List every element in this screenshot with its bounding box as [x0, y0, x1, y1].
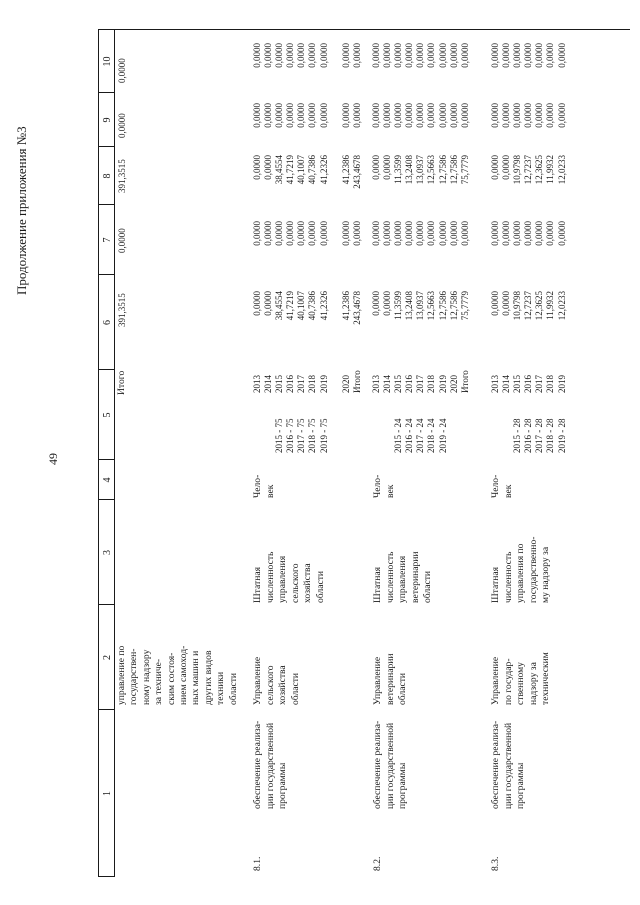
row-col7-values: 0,0000 0,0000 0,0000 0,0000 0,0000 0,0000 0,0000 0,0000 0,0000	[252, 221, 362, 246]
row-years: 2013 2014 2015 2016 2017 2018 2019 2020 Итого	[252, 370, 362, 393]
row-years: 2013 2014 2015 2016 2017 2018 2019 2020 Итого	[371, 370, 470, 393]
row-number: 8.3.	[490, 856, 501, 871]
row-col6-values: 0,0000 0,0000 10,9798 12,7237 12,3625 11,9932 12,0233	[490, 291, 567, 321]
row-col8-values: 0,0000 0,0000 11,3599 13,2408 13,0937 12,5663 12,7586 12,7586 75,7779	[371, 155, 470, 185]
header-col-6: 6	[102, 320, 113, 325]
row-indicator: Штатная численность управления сельского хозяйства области	[252, 551, 326, 603]
top-row-col8: 391,3515	[117, 159, 127, 193]
top-row-col6: 391,3515	[117, 293, 127, 327]
row-purpose: обеспечение реализа- ции государственной программы	[372, 720, 408, 809]
table-border-top	[98, 30, 99, 877]
row-col10-values: 0,0000 0,0000 0,0000 0,0000 0,0000 0,0000 0,0000 0,0000 0,0000	[371, 43, 470, 68]
row-number: 8.1.	[252, 856, 263, 871]
header-col-5: 5	[102, 412, 113, 418]
header-col-4: 4	[102, 477, 113, 483]
table-border-right	[98, 29, 630, 30]
row-col8-values: 0,0000 0,0000 10,9798 12,7237 12,3625 11,9932 12,0233	[490, 155, 567, 185]
row-col9-values: 0,0000 0,0000 0,0000 0,0000 0,0000 0,0000 0,0000 0,0000 0,0000	[371, 103, 470, 128]
row-staff-by-year: 2015 - 24 2016 - 24 2017 - 24 2018 - 24 2019 - 24	[393, 418, 448, 453]
continuation-title: Продолжение приложения №3	[14, 126, 29, 295]
row-col8-values: 0,0000 0,0000 38,4554 41,7219 40,1007 40,7386 41,2326 41,2386 243,4678	[252, 155, 362, 189]
row-purpose: обеспечение реализа- ции государственной программы	[252, 720, 288, 809]
row-col9-values: 0,0000 0,0000 0,0000 0,0000 0,0000 0,0000 0,0000	[490, 103, 567, 128]
header-col-8: 8	[102, 173, 113, 179]
row-col10-values: 0,0000 0,0000 0,0000 0,0000 0,0000 0,0000 0,0000 0,0000 0,0000	[252, 43, 362, 68]
top-row-col10: 0,0000	[117, 58, 127, 83]
row-years: 2013 2014 2015 2016 2017 2018 2019	[490, 375, 567, 393]
header-col-3: 3	[102, 550, 113, 555]
row-col9-values: 0,0000 0,0000 0,0000 0,0000 0,0000 0,0000 0,0000 0,0000 0,0000	[252, 103, 362, 128]
row-unit: Чело- век	[490, 474, 514, 498]
header-col-10: 10	[102, 56, 113, 67]
header-col-2: 2	[102, 655, 113, 660]
row-col10-values: 0,0000 0,0000 0,0000 0,0000 0,0000 0,0000 0,0000	[490, 43, 567, 68]
row-executor: Управление сельского хозяйства области	[252, 656, 301, 705]
top-row-col7: 0,0000	[117, 228, 127, 253]
row-staff-by-year: 2015 - 28 2016 - 28 2017 - 28 2018 - 28 2019 - 28	[512, 418, 567, 453]
row-executor: Управление ветеринарии области	[372, 653, 408, 705]
row-indicator: Штатная численность управления по государственно- му надзору за	[490, 536, 551, 603]
header-col-7: 7	[102, 237, 113, 243]
row-number: 8.2.	[372, 856, 383, 871]
page-number: 49	[46, 453, 60, 465]
row-col6-values: 0,0000 0,0000 38,4554 41,7219 40,1007 40,7386 41,2326 41,2386 243,4678	[252, 291, 362, 325]
top-row-col2: управление по государствен- ному надзору за техниче- ским состоя- нием самоход- ных машин и других видов техники области	[116, 645, 239, 705]
row-executor: Управление по государ- ственному надзору за техническим	[490, 652, 551, 705]
row-unit: Чело- век	[372, 474, 396, 498]
top-row-col9: 0,0000	[117, 113, 127, 138]
header-col-1: 1	[102, 791, 113, 796]
header-divider	[114, 30, 115, 877]
row-unit: Чело- век	[252, 474, 276, 498]
top-row-col5: Итого	[116, 370, 127, 395]
header-col-9: 9	[102, 117, 113, 123]
row-indicator: Штатная численность управления ветеринарии области	[372, 551, 433, 603]
row-purpose: обеспечение реализа- ции государственной программы	[490, 720, 526, 809]
row-col6-values: 0,0000 0,0000 11,3599 13,2408 13,0937 12,5663 12,7586 12,7586 75,7779	[371, 291, 470, 321]
row-staff-by-year: 2015 - 75 2016 - 75 2017 - 75 2018 - 75 2019 - 75	[274, 418, 329, 453]
row-col7-values: 0,0000 0,0000 0,0000 0,0000 0,0000 0,0000 0,0000 0,0000 0,0000	[371, 221, 470, 246]
row-col7-values: 0,0000 0,0000 0,0000 0,0000 0,0000 0,0000 0,0000	[490, 221, 567, 246]
